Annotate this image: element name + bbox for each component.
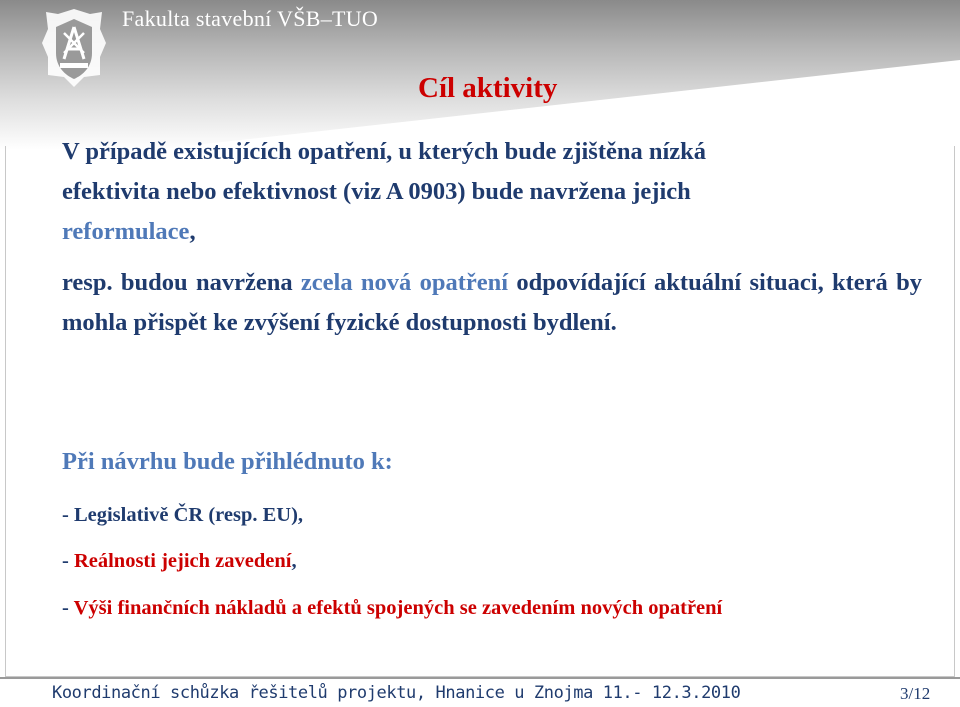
new-measures-highlight: zcela nová opatření xyxy=(300,269,509,296)
page-number: 3/12 xyxy=(900,684,931,703)
list-item xyxy=(62,597,722,620)
list-item xyxy=(62,550,297,573)
slide-title: Cíl aktivity xyxy=(418,72,558,104)
new-measures-part-2: odpovídající aktuální situaci, která by mohla přispět ke zvýšení fyzické dostupnosti bydlení. xyxy=(62,269,922,336)
list-item-prefix: - xyxy=(62,504,74,526)
list-item-text: Legislativě ČR (resp. EU), xyxy=(73,504,304,526)
list-item-text: Reálnosti jejich zavedení xyxy=(73,550,292,572)
list-item xyxy=(62,504,303,527)
goal-line-2: efektivita nebo efektivnost (viz A 0903) bude navržena jejich xyxy=(62,178,691,205)
paragraph-new-measures xyxy=(62,263,922,343)
list-item-suffix: , xyxy=(291,550,297,572)
paragraph-goal xyxy=(62,132,922,252)
new-measures-part-1: resp. budou navržena xyxy=(62,269,301,296)
goal-highlight: reformulace xyxy=(62,218,190,245)
goal-tail: , xyxy=(189,218,196,245)
goal-line-1: V případě existujících opatření, u kterých bude zjištěna nízká xyxy=(62,138,707,165)
university-crest-icon xyxy=(38,5,110,91)
footer-caption: Koordinační schůzka řešitelů projektu, Hnanice u Znojma 11.- 12.3.2010 xyxy=(52,683,741,703)
faculty-name: Fakulta stavební VŠB–TUO xyxy=(122,6,379,31)
list-item-prefix: - xyxy=(62,597,74,619)
list-item-prefix: - xyxy=(62,550,74,572)
list-item-text: Výši finančních nákladů a efektů spojených se zavedením nových opatření xyxy=(73,597,723,619)
footer-divider xyxy=(0,677,960,679)
considerations-heading: Při návrhu bude přihlédnuto k: xyxy=(62,448,393,475)
